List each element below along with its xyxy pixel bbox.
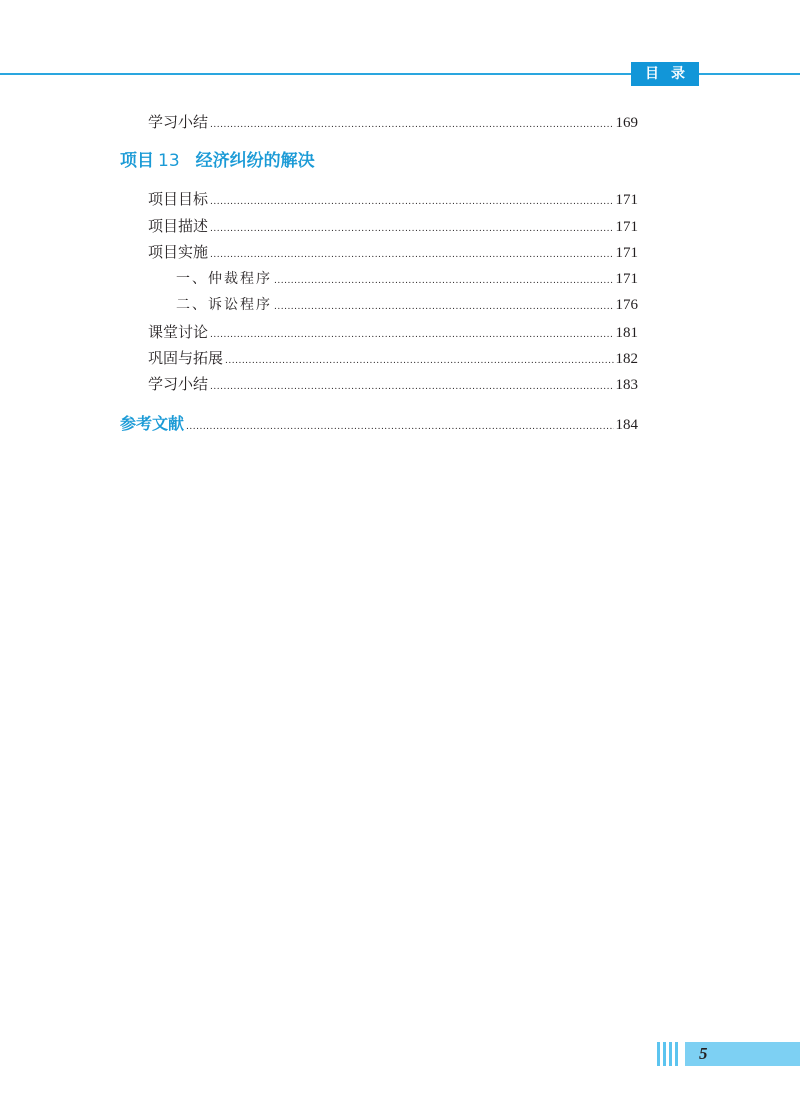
leader-dots	[210, 192, 613, 212]
footer-stripe	[675, 1042, 678, 1066]
leader-dots	[210, 325, 613, 345]
toc-entry-project-implementation[interactable]	[148, 242, 638, 265]
toc-entry-page: 169	[615, 115, 638, 131]
leader-dots	[210, 219, 613, 239]
toc-entry-label: 二、诉讼程序	[176, 297, 272, 313]
leader-dots	[274, 297, 614, 317]
toc-entry-label: 一、仲裁程序	[176, 271, 272, 287]
toc-entry-study-summary-183[interactable]	[148, 374, 638, 397]
footer-stripe	[657, 1042, 660, 1066]
toc-entry-page: 176	[615, 297, 638, 313]
section-tab: 目录	[631, 62, 699, 86]
toc-entry-label: 课堂讨论	[148, 323, 209, 341]
chapter-title: 经济纠纷的解决	[195, 151, 315, 171]
toc-entry-label: 学习小结	[148, 113, 209, 131]
toc-entry-page: 181	[615, 325, 638, 341]
toc-entry-page: 182	[615, 351, 638, 367]
footer-page-box	[685, 1042, 800, 1066]
leader-dots	[225, 351, 613, 371]
toc-entry-label: 项目描述	[148, 217, 209, 235]
toc-entry-label: 参考文献	[120, 414, 185, 433]
toc-entry-page: 171	[615, 219, 638, 235]
toc-entry-page: 183	[615, 377, 638, 393]
leader-dots	[210, 115, 613, 135]
toc-entry-label: 学习小结	[148, 375, 209, 393]
page-footer	[657, 1042, 800, 1066]
leader-dots	[210, 377, 613, 397]
chapter-prefix: 项目	[120, 151, 154, 171]
toc-entry-page: 171	[615, 271, 638, 287]
footer-stripe	[663, 1042, 666, 1066]
toc-entry-litigation[interactable]	[176, 295, 638, 317]
toc-entry-study-summary-169[interactable]	[148, 112, 638, 135]
page-number: 5	[699, 1044, 708, 1063]
leader-dots	[274, 271, 614, 291]
toc-entry-label: 项目实施	[148, 243, 209, 261]
leader-dots	[210, 245, 613, 265]
toc-entry-page: 171	[615, 245, 638, 261]
toc-entry-page: 184	[615, 417, 638, 433]
chapter-heading[interactable]	[120, 149, 315, 173]
chapter-number: 13	[158, 151, 180, 171]
toc-entry-consolidation[interactable]	[148, 348, 638, 371]
toc-entry-label: 项目目标	[148, 190, 209, 208]
leader-dots	[186, 417, 613, 437]
toc-entry-label: 巩固与拓展	[148, 349, 224, 367]
toc-entry-project-goals[interactable]	[148, 189, 638, 212]
toc-entry-class-discussion[interactable]	[148, 322, 638, 345]
footer-stripe	[669, 1042, 672, 1066]
toc-entry-page: 171	[615, 192, 638, 208]
toc-entry-project-description[interactable]	[148, 216, 638, 239]
toc-entry-references[interactable]	[120, 414, 638, 437]
toc-entry-arbitration[interactable]	[176, 269, 638, 291]
